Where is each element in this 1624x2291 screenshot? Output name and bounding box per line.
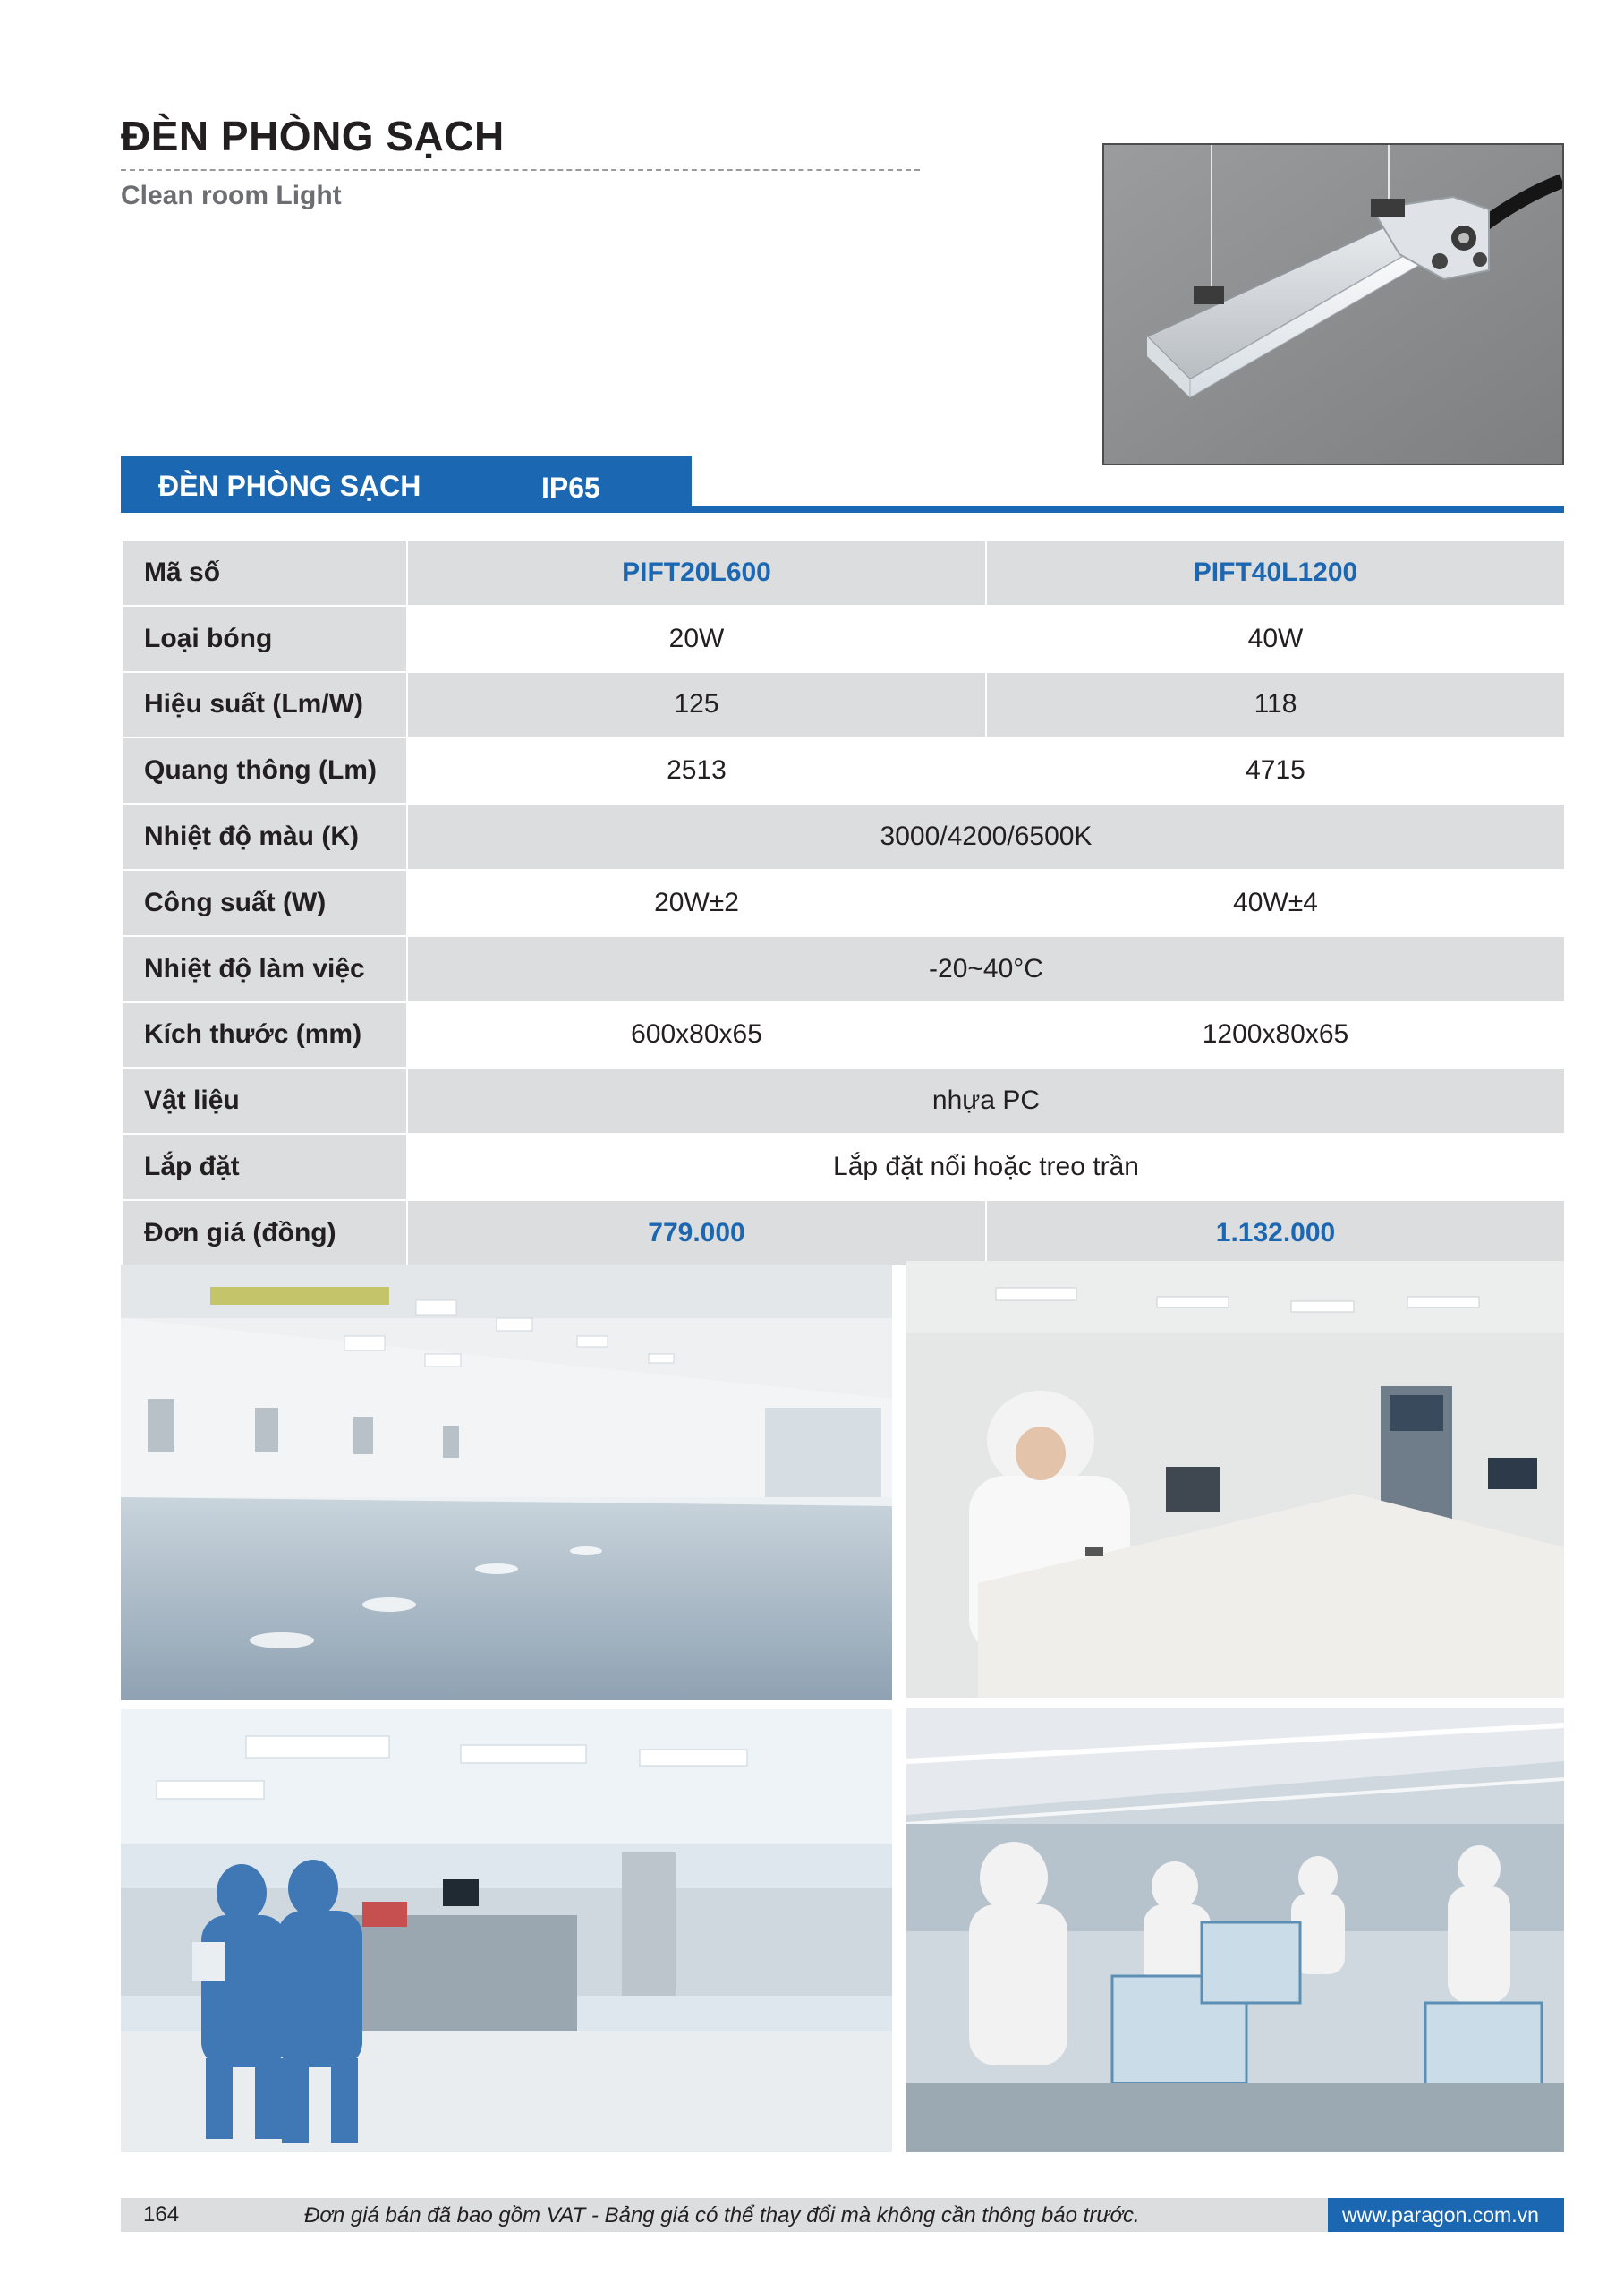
row-label: Nhiệt độ màu (K) [122,804,407,870]
cell-value: 20W±2 [407,870,986,936]
row-label: Nhiệt độ làm việc [122,936,407,1002]
page-number: 164 [143,2202,180,2227]
cell-value: 125 [407,672,986,738]
section-band-title: ĐÈN PHÒNG SẠCH [158,470,421,502]
product-image [1102,143,1564,465]
row-label: Vật liệu [122,1068,407,1134]
production-line-photo [906,1708,1564,2152]
table-row [122,1068,1565,1134]
cell-value: 1200x80x65 [986,1002,1565,1069]
title-divider [121,169,920,171]
model-code: PIFT40L1200 [986,540,1565,606]
cell-value: 118 [986,672,1565,738]
cell-value: nhựa PC [407,1068,1565,1134]
ip-rating: IP65 [541,472,600,504]
row-label: Mã số [122,540,407,606]
row-label: Hiệu suất (Lm/W) [122,672,407,738]
footer-note: Đơn giá bán đã bao gồm VAT - Bảng giá có thể thay đổi mà không cần thông báo trước. [304,2203,1140,2227]
table-row [122,606,1565,672]
lab-worker-photo [906,1261,1564,1698]
cell-value: Lắp đặt nổi hoặc treo trần [407,1134,1565,1200]
table-row [122,672,1565,738]
page-title: ĐÈN PHÒNG SẠCH [121,113,505,159]
table-row [122,870,1565,936]
price-value: 779.000 [407,1200,986,1266]
cell-value: 40W [986,606,1565,672]
price-value: 1.132.000 [986,1200,1565,1266]
table-row [122,936,1565,1002]
table-row [122,540,1565,606]
row-label: Quang thông (Lm) [122,737,407,804]
cell-value: 600x80x65 [407,1002,986,1069]
cell-value: 20W [407,606,986,672]
table-row [122,1200,1565,1266]
row-label: Công suất (W) [122,870,407,936]
cleanroom-suits-photo [121,1709,892,2152]
cell-value: 4715 [986,737,1565,804]
page-subtitle: Clean room Light [121,181,342,210]
table-row [122,737,1565,804]
row-label: Kích thước (mm) [122,1002,407,1069]
row-label: Loại bóng [122,606,407,672]
footer-url-link[interactable]: www.paragon.com.vn [1342,2203,1539,2227]
model-code: PIFT20L600 [407,540,986,606]
cell-value: 40W±4 [986,870,1565,936]
cell-value: 3000/4200/6500K [407,804,1565,870]
row-label: Lắp đặt [122,1134,407,1200]
row-label: Đơn giá (đồng) [122,1200,407,1266]
cell-value: -20~40°C [407,936,1565,1002]
cleanroom-hall-photo [121,1265,892,1700]
table-row [122,804,1565,870]
table-row [122,1002,1565,1069]
cell-value: 2513 [407,737,986,804]
table-row [122,1134,1565,1200]
spec-table [121,539,1566,1267]
